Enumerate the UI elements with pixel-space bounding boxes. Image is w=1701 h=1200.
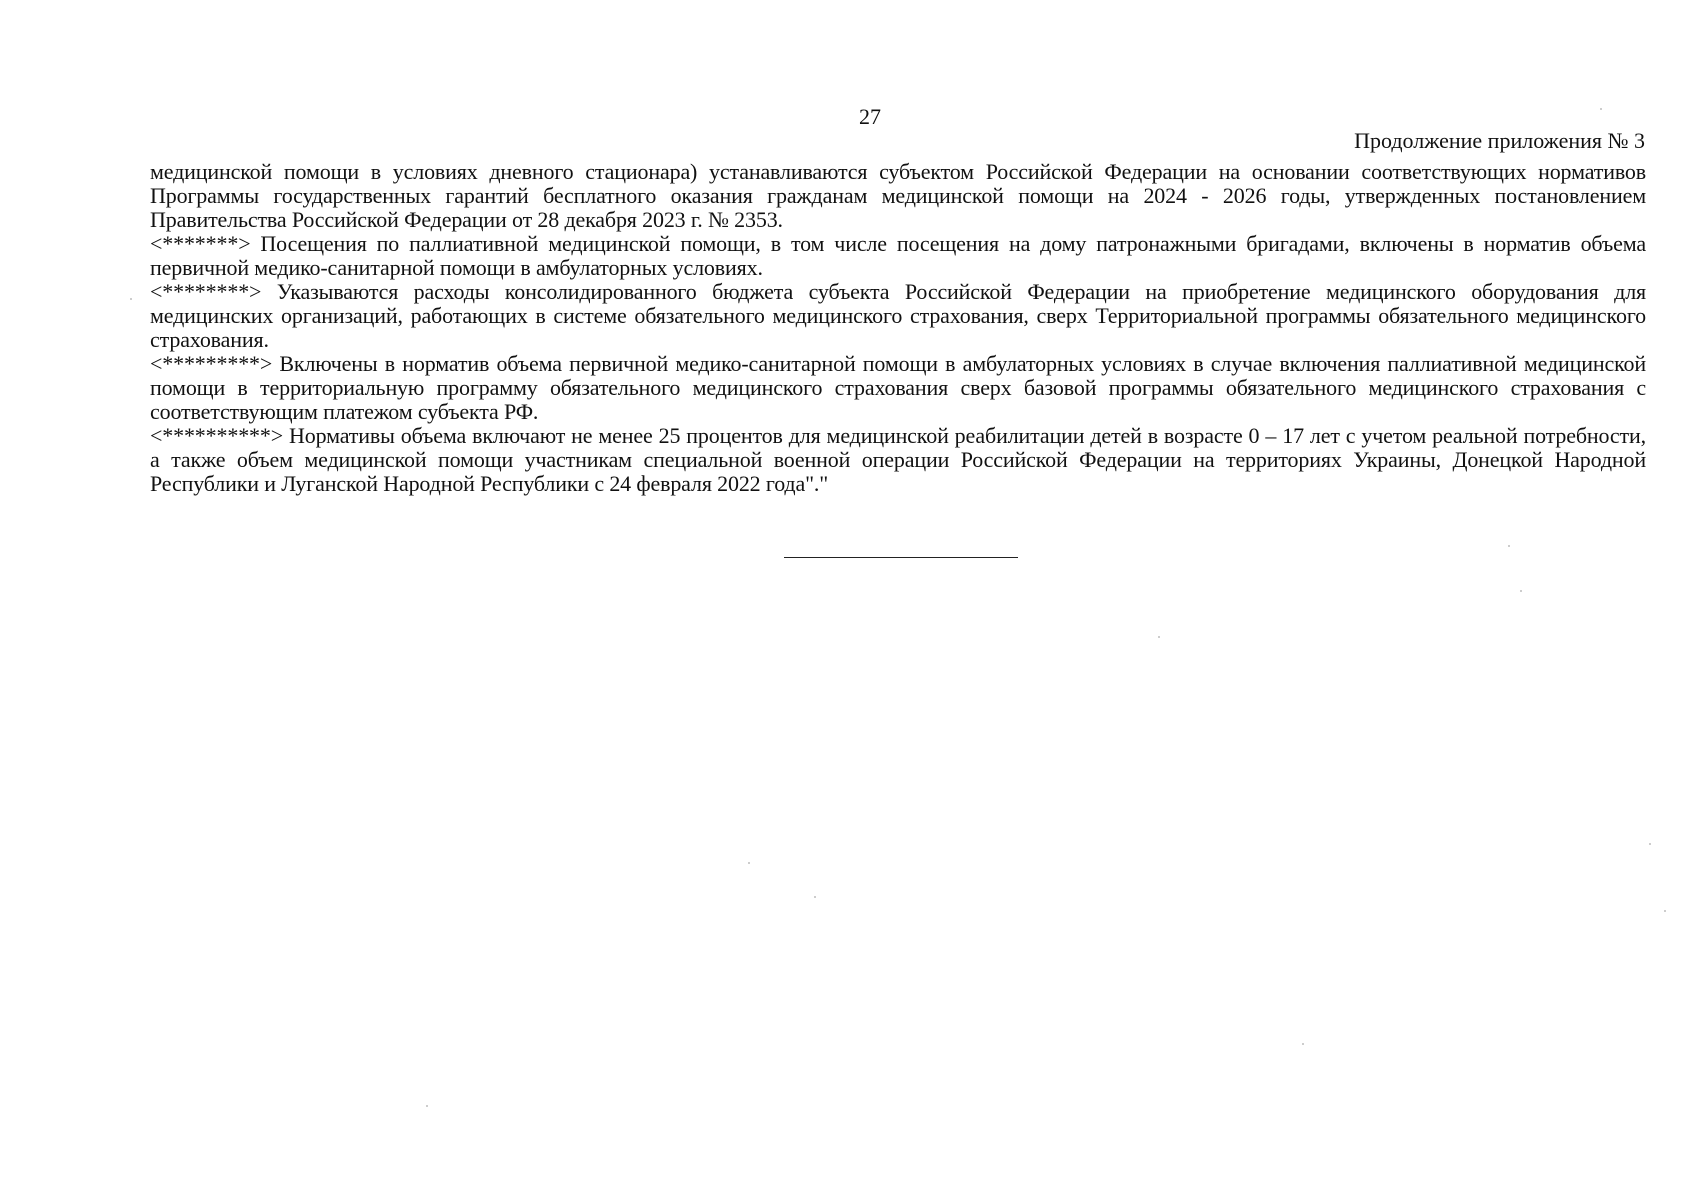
scan-speck (1664, 910, 1666, 912)
scan-speck (1302, 1043, 1304, 1045)
footnote-continuation: медицинской помощи в условиях дневного стационара) устанавливаются субъектом Российской Федерации на основании соответствующих нормативов Программы государственных гарантий бесплатного оказания гражданам медицинской помощи на 2024 - 2026 годы, утвержденных постановлением Правительства Российской Федерации от 28 декабря 2023 г. № 2353. (150, 159, 1646, 232)
scan-speck (1649, 843, 1651, 845)
footnote-8-stars: <********> Указываются расходы консолидированного бюджета субъекта Российской Федерации на приобретение медицинского оборудования для медицинских организаций, работающих в системе обязательного медицинского страхования, сверх Территориальной программы обязательного медицинского страхования. (150, 279, 1646, 352)
page-number: 27 (859, 104, 881, 129)
scan-speck (1508, 545, 1510, 547)
scan-speck (426, 1105, 428, 1107)
scan-speck (1158, 636, 1160, 638)
scan-speck (130, 298, 132, 300)
scan-speck (1600, 108, 1602, 110)
scan-speck (748, 862, 750, 864)
footnote-10-stars: <**********> Нормативы объема включают не менее 25 процентов для медицинской реабилитации детей в возрасте 0 – 17 лет с учетом реальной потребности, а также объем медицинской помощи участникам специальной военной операции Российской Федерации на территориях Украины, Донецкой Народной Республики и Луганской Народной Республики с 24 февраля 2022 года"." (150, 423, 1646, 496)
closing-divider-line (784, 557, 1018, 558)
footnotes-block (150, 160, 1646, 496)
footnote-9-stars: <*********> Включены в норматив объема первичной медико-санитарной помощи в амбулаторных условиях в случае включения паллиативной медицинской помощи в территориальную программу обязательного медицинского страхования сверх базовой программы обязательного медицинского страхования с соответствующим платежом субъекта РФ. (150, 351, 1646, 424)
scan-speck (1520, 590, 1522, 592)
appendix-continuation-label: Продолжение приложения № 3 (1354, 128, 1645, 153)
scan-speck (814, 896, 816, 898)
footnote-7-stars: <*******> Посещения по паллиативной медицинской помощи, в том числе посещения на дому патронажными бригадами, включены в норматив объема первичной медико-санитарной помощи в амбулаторных условиях. (150, 231, 1646, 280)
